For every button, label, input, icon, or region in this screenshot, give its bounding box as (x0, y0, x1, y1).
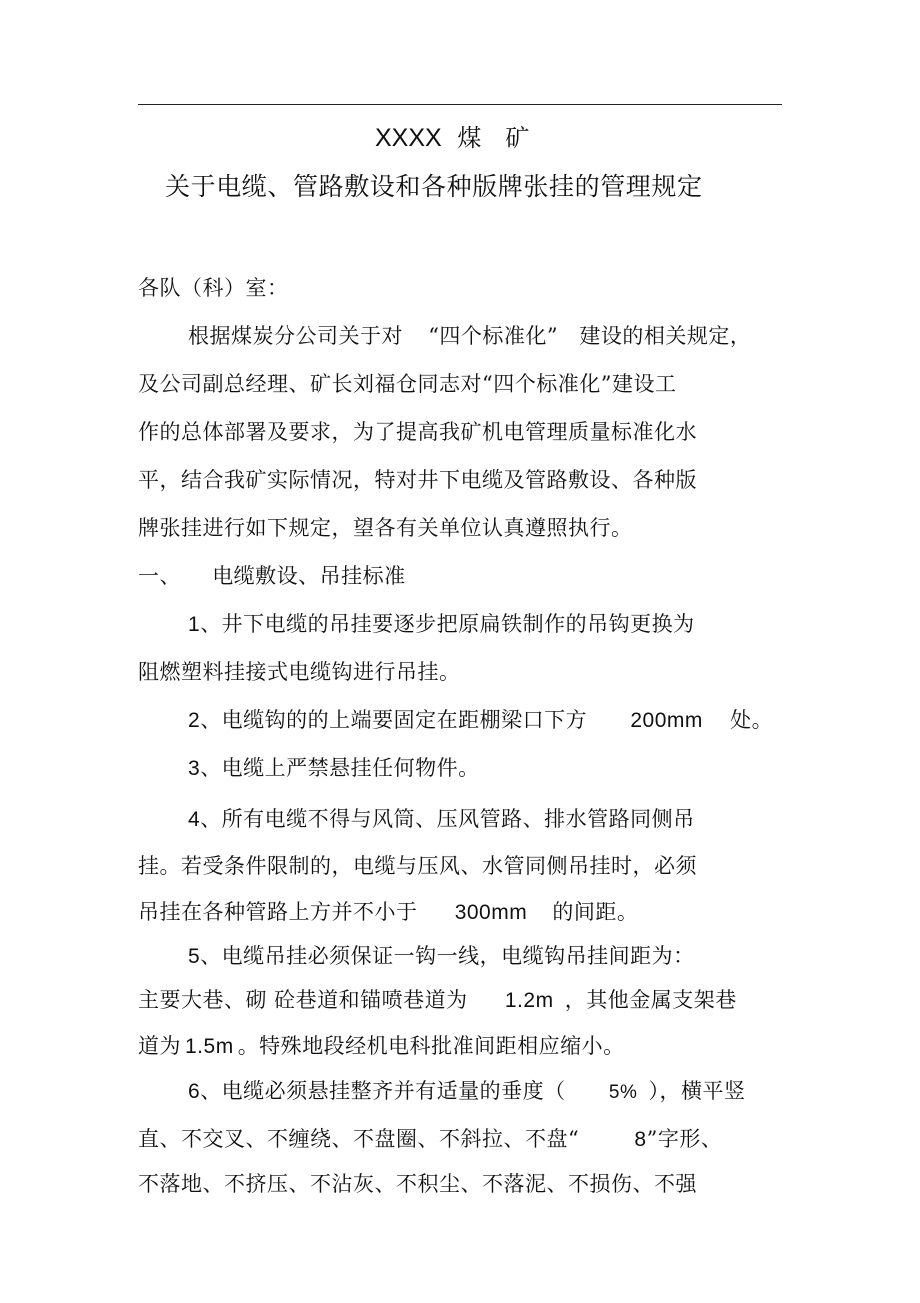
item-6-value-2: 8 (634, 1128, 647, 1151)
item-6-text-2a: 直、不交叉、不缠绕、不盘圈、不斜拉、不盘“ (138, 1127, 580, 1151)
mine-name (375, 122, 529, 154)
item-1-line-2: 阻燃塑料挂接式电缆钩进行吊挂。 (138, 660, 461, 684)
item-5-value-2: 1.5m (185, 1035, 234, 1058)
intro-line-1-a: 根据煤炭分公司关于对 (188, 324, 403, 348)
item-6-number: 6 (188, 1080, 201, 1103)
item-3-line (188, 754, 480, 783)
mine-name-cn: 煤 矿 (457, 124, 530, 152)
item-1-line-1 (188, 610, 695, 639)
item-3-text: 、电缆上严禁悬挂任何物件。 (200, 756, 480, 780)
intro-line-1 (188, 322, 751, 350)
item-4-line-3 (138, 898, 638, 927)
section-1-heading (138, 562, 406, 590)
item-5-text-3a: 道为 (138, 1034, 181, 1058)
item-5-line-3 (138, 1032, 625, 1061)
salutation: 各队（科）室： (138, 276, 289, 300)
item-4-line-1 (188, 805, 695, 834)
item-2-number: 2 (188, 709, 201, 732)
item-5-line-2 (138, 986, 737, 1015)
intro-line-5: 牌张挂进行如下规定，望各有关单位认真遵照执行。 (138, 516, 633, 540)
intro-line-2: 及公司副总经理、矿长刘福仓同志对“四个标准化”建设工 (138, 372, 677, 396)
item-5-text-3b: 。特殊地段经机电科批准间距相应缩小。 (237, 1034, 625, 1058)
item-5-text-1: 、电缆吊挂必须保证一钩一线，电缆钩吊挂间距为： (200, 944, 695, 968)
item-6-line-3: 不落地、不挤压、不沾灰、不积尘、不落泥、不损伤、不强 (138, 1172, 697, 1196)
item-6-text-1b: ），横平竖 (648, 1079, 746, 1103)
item-6-line-1 (188, 1077, 746, 1107)
section-1-number: 一、 (138, 564, 181, 588)
item-4-text-3a: 吊挂在各种管路上方并不小于 (138, 900, 418, 924)
item-2-line (188, 706, 773, 735)
item-4-value: 300mm (454, 901, 528, 924)
item-1-text-1: 、井下电缆的吊挂要逐步把原扁铁制作的吊钩更换为 (200, 612, 695, 636)
item-2-text-b: 处。 (730, 708, 774, 732)
item-2-value: 200mm (630, 709, 703, 732)
document-title: 关于电缆、管路敷设和各种版牌张挂的管理规定 (165, 172, 703, 201)
header-rule (138, 104, 782, 105)
item-5-number: 5 (188, 945, 201, 968)
section-1-title: 电缆敷设、吊挂标准 (212, 564, 406, 588)
item-5-line-1 (188, 942, 695, 971)
item-3-number: 3 (188, 757, 201, 780)
item-6-value-1: 5% (608, 1082, 638, 1103)
intro-line-4: 平，结合我矿实际情况，特对井下电缆及管路敷设、各种版 (138, 468, 697, 492)
item-1-number: 1 (188, 613, 201, 636)
intro-line-1-b: “四个标准化” (428, 324, 559, 348)
item-5-value-1: 1.2m (504, 989, 554, 1012)
item-6-text-2b: ”字形、 (646, 1127, 723, 1151)
item-6-line-2 (138, 1125, 722, 1154)
mine-name-latin: XXXX (375, 124, 442, 152)
item-2-text-a: 、电缆钩的的上端要固定在距棚梁口下方 (200, 708, 588, 732)
item-5-text-2b: ，其他金属支架巷 (564, 988, 737, 1012)
item-5-text-2a: 主要大巷、砌 砼巷道和锚喷巷道为 (138, 988, 468, 1012)
intro-line-3: 作的总体部署及要求，为了提高我矿机电管理质量标准化水 (138, 420, 697, 444)
item-4-number: 4 (188, 808, 201, 831)
intro-line-1-c: 建设的相关规定， (579, 324, 752, 348)
item-4-line-2: 挂。若受条件限制的，电缆与压风、水管同侧吊挂时，必须 (138, 854, 697, 878)
item-6-text-1a: 、电缆必须悬挂整齐并有适量的垂度（ (200, 1079, 566, 1103)
item-4-text-1: 、所有电缆不得与风筒、压风管路、排水管路同侧吊 (200, 807, 695, 831)
item-4-text-3b: 的间距。 (552, 900, 639, 924)
